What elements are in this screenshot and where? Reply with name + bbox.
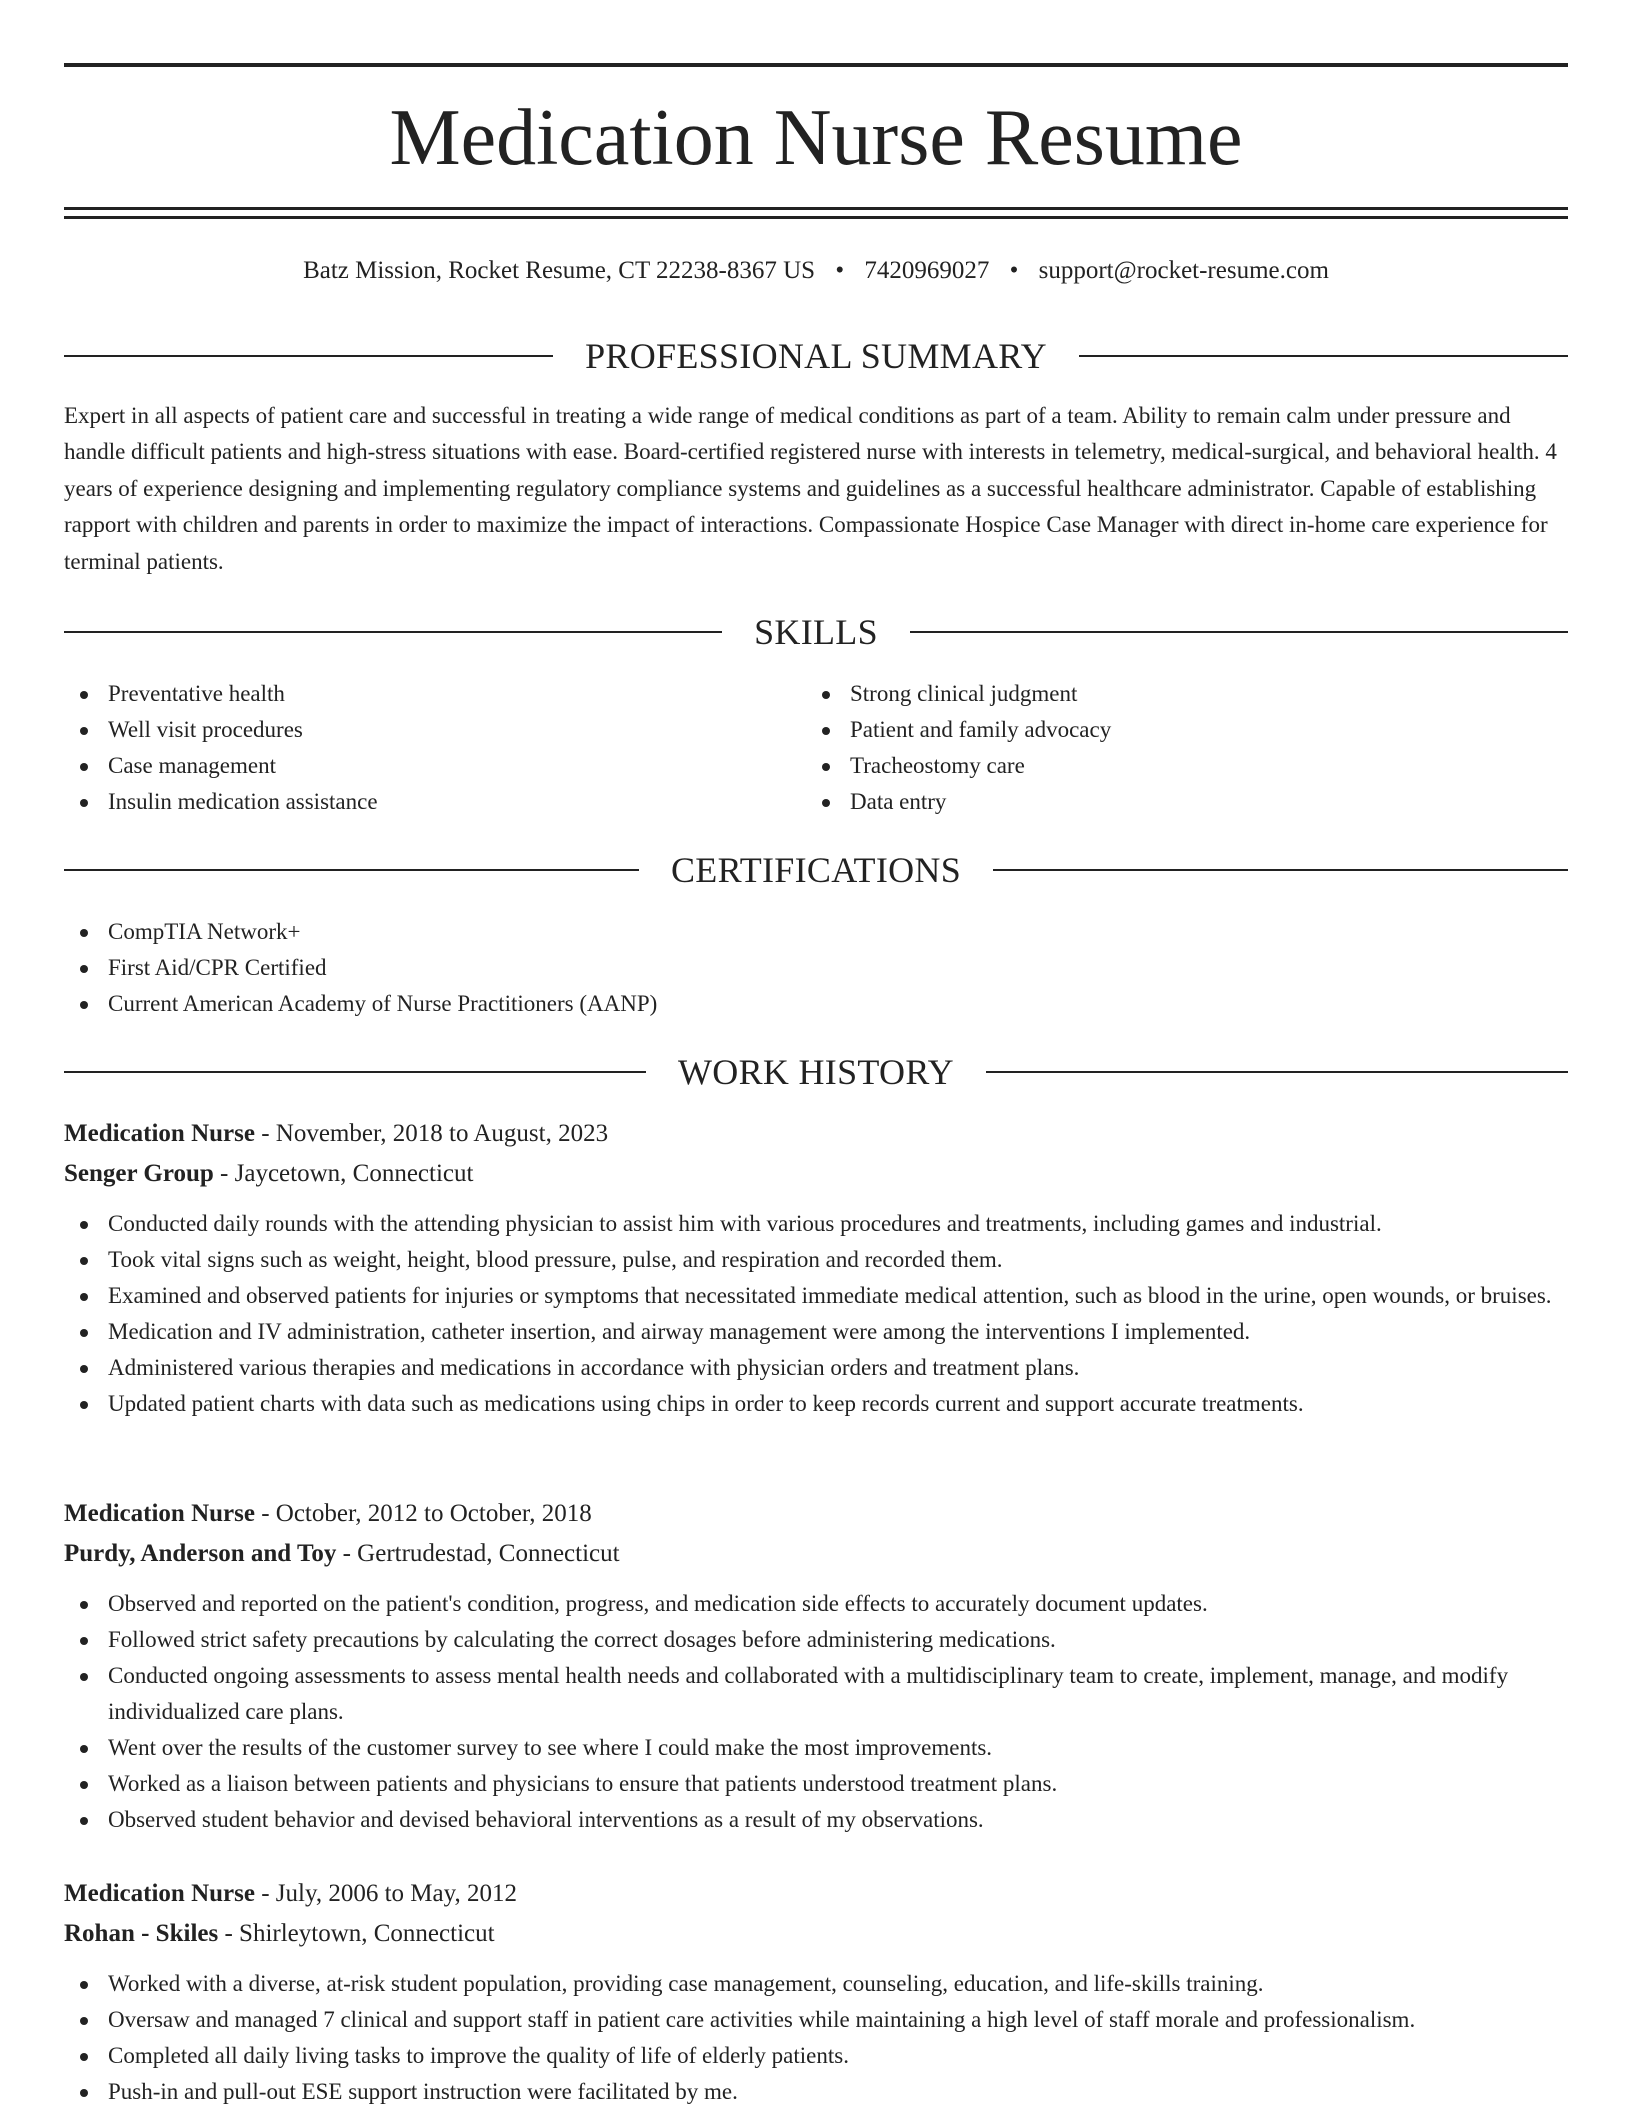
certification-item: Current American Academy of Nurse Practitioners (AANP)	[64, 986, 1568, 1022]
job-title: Medication Nurse	[64, 1500, 255, 1527]
job-org-line	[64, 1534, 1568, 1574]
job-role-line	[64, 1114, 1568, 1154]
title-rule-lower	[64, 216, 1568, 219]
skills-list-left	[64, 676, 764, 820]
skills-list-right	[806, 676, 1506, 820]
section-rule	[64, 1071, 646, 1073]
job-company: Senger Group	[64, 1160, 214, 1187]
summary-text: Expert in all aspects of patient care and successful in treating a wide range of medical conditions as part of a team. Ability to remain calm under pressure and handle difficult patients and high-stress situations with ease. Board-certified registered nurse with interests in telemetry, medical-surgical, and behavioral health. 4 years of experience designing and implementing regulatory compliance systems and guidelines as a successful healthcare administrator. Capable of establishing rapport with children and parents in order to maximize the impact of interactions. Compassionate Hospice Case Manager with direct in-home care experience for terminal patients.	[64, 403, 1557, 574]
job-bullet: Administered various therapies and medications in accordance with physician orders and treatment plans.	[64, 1350, 1568, 1386]
job-title: Medication Nurse	[64, 1880, 255, 1907]
job-location: - Shirleytown, Connecticut	[218, 1920, 495, 1947]
contact-separator: •	[1009, 257, 1019, 284]
section-header-skills	[64, 612, 1568, 652]
section-title: CERTIFICATIONS	[670, 850, 962, 890]
job-bullet: Took vital signs such as weight, height, blood pressure, pulse, and respiration and recorded them.	[64, 1242, 1568, 1278]
job-entry	[64, 1494, 1568, 1838]
job-bullet: Examined and observed patients for injuries or symptoms that necessitated immediate medical attention, such as blood in the urine, open wounds, or bruises.	[64, 1278, 1568, 1314]
section-rule	[986, 1071, 1568, 1073]
section-rule	[64, 631, 722, 633]
job-org-line	[64, 1914, 1568, 1954]
skill-item: Data entry	[806, 784, 1506, 820]
job-org-line	[64, 1154, 1568, 1194]
section-title: PROFESSIONAL SUMMARY	[585, 336, 1047, 376]
skill-item: Preventative health	[64, 676, 764, 712]
job-company: Purdy, Anderson and Toy	[64, 1540, 337, 1567]
job-bullet: Worked as a liaison between patients and physicians to ensure that patients understood treatment plans.	[64, 1766, 1568, 1802]
section-rule	[910, 631, 1568, 633]
job-bullet: Oversaw and managed 7 clinical and support staff in patient care activities while maintaining a high level of staff morale and professionalism.	[64, 2002, 1568, 2038]
section-rule	[993, 869, 1568, 871]
job-role-line	[64, 1874, 1568, 1914]
top-rule	[64, 63, 1568, 67]
skill-item: Tracheostomy care	[806, 748, 1506, 784]
job-entry	[64, 1114, 1568, 1422]
job-bullets	[64, 1586, 1568, 1838]
title-rule-upper	[64, 207, 1568, 210]
contact-address: Batz Mission, Rocket Resume, CT 22238-8367 US	[303, 257, 816, 284]
contact-line	[64, 254, 1568, 288]
skill-item: Insulin medication assistance	[64, 784, 764, 820]
section-title: SKILLS	[754, 612, 878, 652]
job-entry	[64, 1874, 1568, 2110]
job-bullet: Medication and IV administration, catheter insertion, and airway management were among the interventions I implemented.	[64, 1314, 1568, 1350]
job-bullet: Observed student behavior and devised behavioral interventions as a result of my observations.	[64, 1802, 1568, 1838]
job-bullet: Worked with a diverse, at-risk student population, providing case management, counseling, education, and life-skills training.	[64, 1966, 1568, 2002]
skill-item: Patient and family advocacy	[806, 712, 1506, 748]
job-company: Rohan - Skiles	[64, 1920, 219, 1947]
certification-item: CompTIA Network+	[64, 914, 1568, 950]
contact-email: support@rocket-resume.com	[1038, 257, 1329, 284]
job-bullet: Conducted daily rounds with the attending physician to assist him with various procedures and treatments, including games and industrial.	[64, 1206, 1568, 1242]
job-bullet: Conducted ongoing assessments to assess mental health needs and collaborated with a multidisciplinary team to create, implement, manage, and modify individualized care plans.	[64, 1658, 1568, 1730]
skill-item: Case management	[64, 748, 764, 784]
section-rule	[64, 869, 639, 871]
section-header-work-history	[64, 1052, 1568, 1092]
certifications-list	[64, 914, 1568, 1022]
job-dates: - November, 2018 to August, 2023	[254, 1120, 609, 1147]
section-title: WORK HISTORY	[678, 1052, 954, 1092]
skill-item: Well visit procedures	[64, 712, 764, 748]
section-header-certifications	[64, 850, 1568, 890]
job-title: Medication Nurse	[64, 1120, 255, 1147]
job-bullet: Push-in and pull-out ESE support instruction were facilitated by me.	[64, 2074, 1568, 2110]
certification-item: First Aid/CPR Certified	[64, 950, 1568, 986]
job-location: - Jaycetown, Connecticut	[213, 1160, 474, 1187]
job-bullet: Updated patient charts with data such as medications using chips in order to keep records current and support accurate treatments.	[64, 1386, 1568, 1422]
job-dates: - July, 2006 to May, 2012	[254, 1880, 517, 1907]
resume-title: Medication Nurse Resume	[389, 94, 1243, 182]
job-dates: - October, 2012 to October, 2018	[254, 1500, 592, 1527]
contact-phone: 7420969027	[864, 257, 990, 284]
job-bullets	[64, 1966, 1568, 2110]
job-role-line	[64, 1494, 1568, 1534]
job-bullet: Went over the results of the customer survey to see where I could make the most improvements.	[64, 1730, 1568, 1766]
section-header-summary	[64, 336, 1568, 376]
section-rule	[1079, 355, 1568, 357]
job-bullet: Completed all daily living tasks to improve the quality of life of elderly patients.	[64, 2038, 1568, 2074]
job-bullet: Observed and reported on the patient's condition, progress, and medication side effects to accurately document updates.	[64, 1586, 1568, 1622]
contact-separator: •	[835, 257, 845, 284]
job-location: - Gertrudestad, Connecticut	[336, 1540, 620, 1567]
job-bullet: Followed strict safety precautions by calculating the correct dosages before administering medications.	[64, 1622, 1568, 1658]
section-rule	[64, 355, 553, 357]
job-bullets	[64, 1206, 1568, 1422]
skill-item: Strong clinical judgment	[806, 676, 1506, 712]
